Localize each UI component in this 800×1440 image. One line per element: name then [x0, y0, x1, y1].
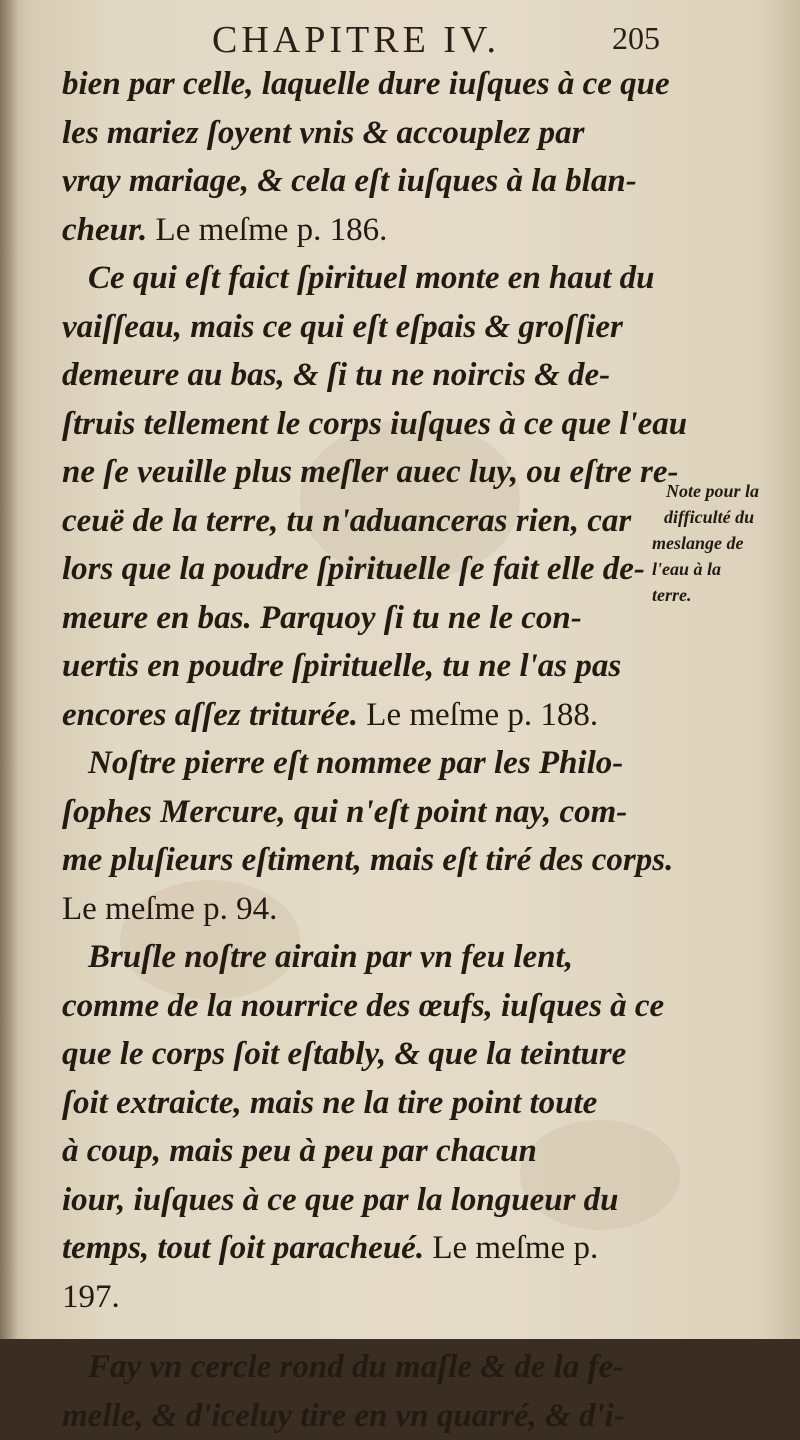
text-line: bien par celle, laquelle dure iuſques à ce que — [62, 60, 662, 109]
text-line: vray mariage, & cela eſt iuſques à la blan- — [62, 157, 662, 206]
text-line: cheur. Le meſme p. 186. — [62, 206, 662, 255]
text-line: Bruſle noſtre airain par vn feu lent, — [62, 933, 662, 982]
text-line: Noſtre pierre eſt nommee par les Philo- — [62, 739, 662, 788]
chapter-title: CHAPITRE IV. — [212, 18, 500, 62]
text-line: me pluſieurs eſtiment, mais eſt tiré des corps. — [62, 836, 662, 885]
text-line: comme de la nourrice des œufs, iuſques à ce — [62, 982, 662, 1031]
text-line: les mariez ſoyent vnis & accouplez par — [62, 109, 662, 158]
text-line: iour, iuſques à ce que par la longueur du — [62, 1176, 662, 1225]
text-line: ne ſe veuille plus meſler auec luy, ou eſtre re- — [62, 448, 662, 497]
text-line: encores aſſez triturée. Le meſme p. 188. — [62, 691, 662, 740]
text-line: 197. — [62, 1273, 662, 1322]
text-line: Ce qui eſt faict ſpirituel monte en haut du — [62, 254, 662, 303]
text-line: lors que la poudre ſpirituelle ſe fait elle de- — [62, 545, 662, 594]
text-line: melle, & d'iceluy tire en vn quarré, & d'i- — [62, 1392, 662, 1440]
marginal-note-line: meslange de — [652, 530, 792, 556]
text-line: temps, tout ſoit paracheué. Le meſme p. — [62, 1224, 662, 1273]
text-line: Fay vn cercle rond du maſle & de la fe- — [62, 1343, 662, 1392]
page-number: 205 — [612, 20, 660, 57]
text-line: uertis en poudre ſpirituelle, tu ne l'as pas — [62, 642, 662, 691]
marginal-note — [652, 478, 792, 608]
text-line: demeure au bas, & ſi tu ne noircis & de- — [62, 351, 662, 400]
text-line: que le corps ſoit eſtably, & que la teinture — [62, 1030, 662, 1079]
running-head — [60, 18, 660, 64]
text-line: ceuë de la terre, tu n'aduanceras rien, car — [62, 497, 662, 546]
text-line: vaiſſeau, mais ce qui eſt eſpais & groſſier — [62, 303, 662, 352]
marginal-note-line: terre. — [652, 582, 792, 608]
body-text — [62, 60, 662, 1440]
text-line: ſoit extraicte, mais ne la tire point toute — [62, 1079, 662, 1128]
marginal-note-line: difficulté du — [652, 504, 792, 530]
text-line: meure en bas. Parquoy ſi tu ne le con- — [62, 594, 662, 643]
text-line: ſtruis tellement le corps iuſques à ce que l'eau — [62, 400, 662, 449]
text-line: à coup, mais peu à peu par chacun — [62, 1127, 662, 1176]
spine-shadow — [0, 0, 18, 1339]
text-line: Le meſme p. 94. — [62, 885, 662, 934]
text-line: ſophes Mercure, qui n'eſt point nay, com- — [62, 788, 662, 837]
marginal-note-line: l'eau à la — [652, 556, 792, 582]
marginal-note-line: Note pour la — [652, 478, 792, 504]
